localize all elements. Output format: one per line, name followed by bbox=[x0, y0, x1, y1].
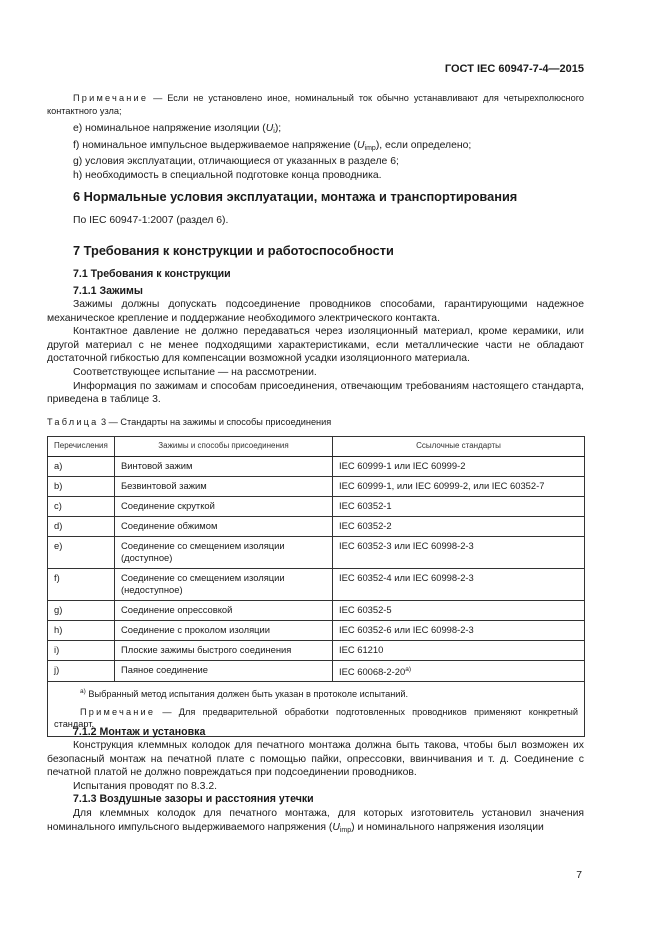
standard-cell: IEC 60352-2 bbox=[333, 516, 585, 536]
paragraph: Конструкция клеммных колодок для печатного монтажа должна быть такова, чтобы был возможен их безопасный монтаж на печатной плате с помощью пайки, опрессовки, ввинчивания и т. д. Соединение с печатной платой не должно повреждаться при подсоединении проводников. bbox=[47, 740, 584, 779]
section-7-1-3-heading: 7.1.3 Воздушные зазоры и расстояния утечки bbox=[73, 793, 314, 805]
enumeration-cell: i) bbox=[48, 640, 115, 660]
paragraph: Информация по зажимам и способам присоединения, отвечающим требованиям настоящего стандарта, приведена в таблице 3. bbox=[47, 380, 584, 406]
table-row bbox=[48, 600, 585, 620]
table-header-row bbox=[48, 437, 585, 457]
table-row bbox=[48, 640, 585, 660]
connection-type-cell: Соединение обжимом bbox=[115, 516, 333, 536]
connection-type-cell: Паяное соединение bbox=[115, 660, 333, 682]
enumeration-cell: d) bbox=[48, 516, 115, 536]
table-note: Примечание — Для предварительной обработки подготовленных проводников применяют конкретный стандарт. bbox=[54, 706, 578, 730]
table-row bbox=[48, 536, 585, 568]
paragraph: Соответствующее испытание — на рассмотрении. bbox=[73, 366, 317, 378]
section-6-heading: 6 Нормальные условия эксплуатации, монтажа и транспортирования bbox=[73, 189, 518, 204]
list-item: g) условия эксплуатации, отличающиеся от указанных в разделе 6; bbox=[73, 156, 399, 168]
standard-cell: IEC 61210 bbox=[333, 640, 585, 660]
column-header: Зажимы и способы присоединения bbox=[115, 437, 333, 457]
standard-cell: IEC 60068-2-20$^{a)}$ bbox=[333, 660, 585, 682]
standard-cell: IEC 60999-1, или IEC 60999-2, или IEC 60352-7 bbox=[333, 476, 585, 496]
connection-type-cell: Соединение со смещением изоляции (доступное) bbox=[115, 536, 333, 568]
standard-cell: IEC 60352-4 или IEC 60998-2-3 bbox=[333, 568, 585, 600]
table-row bbox=[48, 456, 585, 476]
table-row bbox=[48, 620, 585, 640]
connection-type-cell: Плоские зажимы быстрого соединения bbox=[115, 640, 333, 660]
enumeration-cell: e) bbox=[48, 536, 115, 568]
enumeration-cell: f) bbox=[48, 568, 115, 600]
section-7-1-1-body bbox=[47, 298, 584, 407]
table-row bbox=[48, 568, 585, 600]
connection-type-cell: Соединение со смещением изоляции (недоступное) bbox=[115, 568, 333, 600]
section-7-1-3-body: Для клеммных колодок для печатного монтажа, для которых изготовитель установил значения номинального импульсного выдерживаемого напряжения $(U_{imp})$ и номинального напряжения изоляции bbox=[47, 808, 584, 834]
connection-type-cell: Соединение опрессовкой bbox=[115, 600, 333, 620]
page-number: 7 bbox=[576, 870, 582, 881]
connection-type-cell: Соединение скруткой bbox=[115, 496, 333, 516]
column-header: Перечисления bbox=[48, 437, 115, 457]
connection-type-cell: Винтовой зажим bbox=[115, 456, 333, 476]
requirements-list bbox=[47, 122, 610, 182]
standards-table bbox=[47, 436, 585, 737]
section-7-heading: 7 Требования к конструкции и работоспособности bbox=[73, 243, 394, 258]
standard-cell: IEC 60352-5 bbox=[333, 600, 585, 620]
standard-cell: IEC 60352-3 или IEC 60998-2-3 bbox=[333, 536, 585, 568]
table-row bbox=[48, 496, 585, 516]
list-item: h) необходимость в специальной подготовке конца проводника. bbox=[73, 169, 382, 181]
table-row bbox=[48, 476, 585, 496]
table-row bbox=[48, 516, 585, 536]
paragraph: Контактное давление не должно передаваться через изоляционный материал, кроме керамики, или другой материал с не менее подходящими характеристиками, если металлические части не обладают достаточной гибкостью для компенсации возможной усадки изоляционного материала. bbox=[47, 326, 584, 365]
enumeration-cell: b) bbox=[48, 476, 115, 496]
paragraph: Зажимы должны допускать подсоединение проводников способами, гарантирующими надежное механическое крепление и поддержание необходимого электрического контакта. bbox=[47, 299, 584, 324]
section-6-text: По IEC 60947-1:2007 (раздел 6). bbox=[73, 215, 229, 226]
note-paragraph bbox=[47, 92, 584, 117]
note-text: — Если не установлено иное, номинальный ток обычно устанавливают для четырехполюсного контактного узла; bbox=[47, 93, 584, 116]
standard-cell: IEC 60999-1 или IEC 60999-2 bbox=[333, 456, 585, 476]
standard-cell: IEC 60352-1 bbox=[333, 496, 585, 516]
list-item: f) номинальное импульсное выдерживаемое напряжение $(U_{imp})$, если определено; bbox=[73, 139, 472, 152]
document-header: ГОСТ IEC 60947-7-4—2015 bbox=[444, 63, 584, 75]
standard-cell: IEC 60352-6 или IEC 60998-2-3 bbox=[333, 620, 585, 640]
section-7-1-2-body bbox=[47, 739, 584, 793]
footnote: $^{a)}$ Выбранный метод испытания должен быть указан в протоколе испытаний. bbox=[80, 688, 409, 700]
enumeration-cell: g) bbox=[48, 600, 115, 620]
column-header: Ссылочные стандарты bbox=[333, 437, 585, 457]
table-row bbox=[48, 660, 585, 682]
enumeration-cell: c) bbox=[48, 496, 115, 516]
paragraph: Испытания проводят по 8.3.2. bbox=[73, 780, 217, 792]
table-caption: Таблица 3 — Стандарты на зажимы и способы присоединения bbox=[47, 417, 332, 427]
enumeration-cell: j) bbox=[48, 660, 115, 682]
enumeration-cell: h) bbox=[48, 620, 115, 640]
list-item: e) номинальное напряжение изоляции $(U_i)$; bbox=[73, 123, 282, 135]
section-7-1-2-heading: 7.1.2 Монтаж и установка bbox=[73, 726, 206, 738]
section-7-1-1-heading: 7.1.1 Зажимы bbox=[73, 285, 143, 297]
connection-type-cell: Безвинтовой зажим bbox=[115, 476, 333, 496]
enumeration-cell: a) bbox=[48, 456, 115, 476]
connection-type-cell: Соединение с проколом изоляции bbox=[115, 620, 333, 640]
note-label: Примечание bbox=[73, 93, 149, 103]
section-7-1-heading: 7.1 Требования к конструкции bbox=[73, 268, 231, 280]
